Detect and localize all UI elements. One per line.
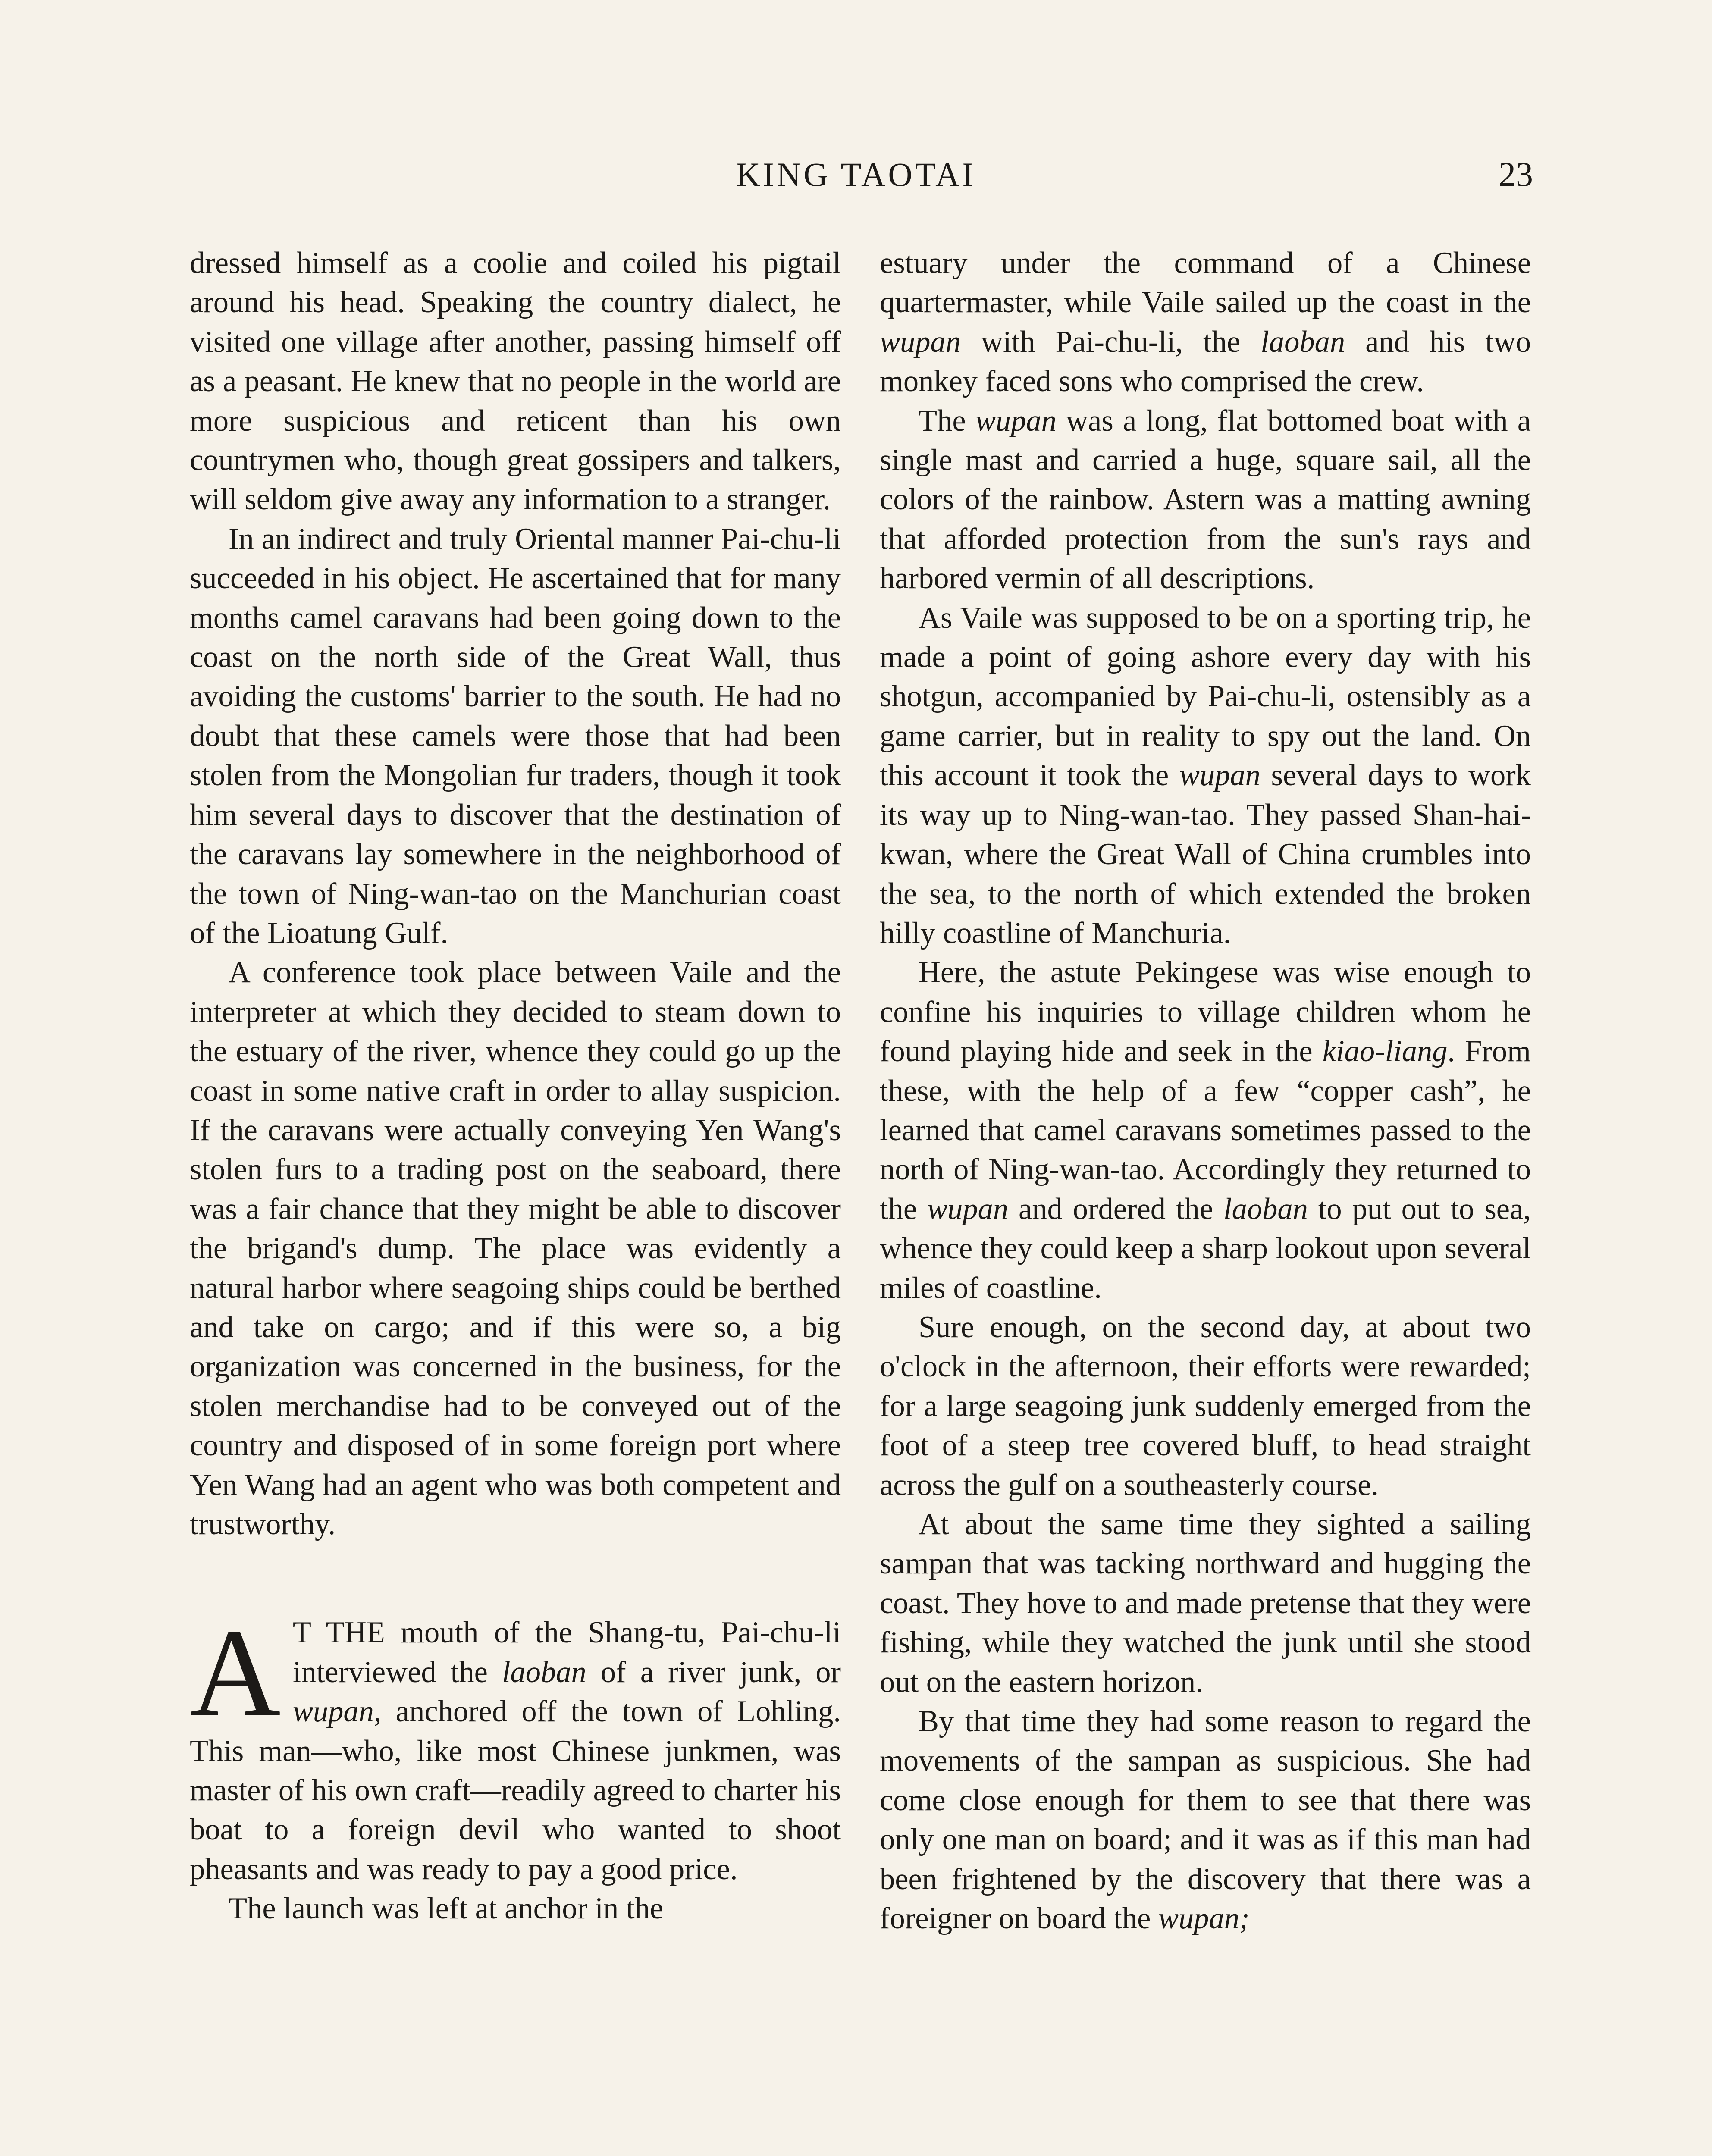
italic-term: wupan (1179, 758, 1260, 793)
paragraph: The launch was left at anchor in the (229, 1892, 664, 1926)
right-column (880, 244, 1531, 1938)
paragraph (880, 953, 1531, 1308)
italic-term: kiao-liang (1322, 1034, 1448, 1069)
paragraph: dressed himself as a coolie and coiled his pigtail around his head. Speaking the country dialect, he visited one village after another, passing himself off as a peasant. He knew that no people in the world are more suspicious and reticent than his own countrymen who, though great gossipers and talkers, will seldom give away any information to a stranger. (190, 246, 841, 517)
italic-term: laoban (1260, 325, 1345, 359)
text-run: As Vaile was supposed to be on a sporting trip, he made a point of going ashore every day with his shotgun, accompanied by Pai-chu-li, ostensibly as a game carrier, but in reality to spy out the land. On this account it took the (880, 601, 1531, 793)
text-run: . From these, with the help of a few “copper cash”, he learned that camel caravans sometimes passed to the north of Ning-wan-tao. Accordingly they returned to the (880, 1034, 1531, 1226)
paragraph: In an indirect and truly Oriental manner Pai-chu-li succeeded in his object. He ascertained that for many months camel caravans had been going down to the coast on the north side of the Great Wall, thus avoiding the customs' barrier to the south. He had no doubt that these camels were those that had been stolen from the Mongolian fur traders, though it took him several days to discover that the destination of the caravans lay somewhere in the neighborhood of the town of Ning-wan-tao on the Manchurian coast of the Lioatung Gulf. (190, 522, 841, 950)
paragraph (880, 599, 1531, 953)
text-run: , anchored off the town of Lohling. This man—who, like most Chinese junkmen, was master of his own craft—readily agreed to charter his boat to a foreign devil who wanted to shoot pheasants and was ready to pay a good price. (190, 1695, 841, 1886)
paragraph (880, 401, 1531, 599)
italic-term: wupan (880, 325, 961, 359)
text-run: of a river junk, or (586, 1655, 841, 1689)
drop-cap: A (190, 1603, 281, 1743)
paragraph: A conference took place between Vaile and the interpreter at which they decided to steam down to the estuary of the river, whence they could go up the coast in some native craft in order to allay suspicion. If the caravans were actually conveying Yen Wang's stolen furs to a trading post on the seaboard, there was a fair chance that they might be able to discover the brigand's dump. The place was evidently a natural harbor where seagoing ships could be berthed and take on cargo; and if this were so, a big organization was concerned in the business, for the stolen merchandise had to be conveyed out of the country and disposed of in some foreign port where Yen Wang had an agent who was both competent and trustworthy. (190, 956, 841, 1541)
page-number: 23 (1499, 156, 1533, 194)
paragraph: Sure enough, on the second day, at about two o'clock in the afternoon, their efforts were rewarded; for a large seagoing junk suddenly emerged from the foot of a steep tree covered bluff, to head straight across the gulf on a southeasterly course. (880, 1310, 1531, 1502)
italic-term: wupan; (1158, 1902, 1250, 1936)
page-header (0, 155, 1712, 207)
text-run: and his two monkey faced sons who comprised the crew. (880, 325, 1531, 398)
italic-term: wupan (975, 404, 1057, 438)
paragraph (880, 1702, 1531, 1938)
text-run: several days to work its way up to Ning-wan-tao. They passed Shan-hai-kwan, where the Great Wall of China crumbles into the sea, to the north of which extended the broken hilly coastline of Manchuria. (880, 758, 1531, 950)
text-run: to put out to sea, whence they could keep a sharp lookout upon several miles of coastline. (880, 1192, 1531, 1305)
text-run: By that time they had some reason to regard the movements of the sampan as suspicious. She had come close enough for them to see that there was only one man on board; and it was as if this man had been frightened by the discovery that there was a foreigner on board the (880, 1705, 1531, 1936)
section-opening-paragraph (190, 1603, 841, 1889)
italic-term: wupan (292, 1695, 374, 1729)
running-title: KING TAOTAI (736, 156, 976, 193)
text-run: with Pai-chu-li, the (961, 325, 1261, 359)
text-run: The (919, 404, 975, 438)
left-column (190, 244, 841, 1929)
text-run: was a long, flat bottomed boat with a single mast and carried a huge, square sail, all the colors of the rainbow. Astern was a matting awning that afforded protection from the sun's rays and harbored vermin of all descriptions. (880, 404, 1531, 595)
italic-term: laoban (502, 1655, 586, 1689)
italic-term: laoban (1223, 1192, 1308, 1226)
text-run: estuary under the command of a Chinese quartermaster, while Vaile sailed up the coast in the (880, 246, 1531, 320)
paragraph (880, 244, 1531, 401)
paragraph: At about the same time they sighted a sailing sampan that was tacking northward and hugging the coast. They hove to and made pretense that they were fishing, while they watched the junk until she stood out on the eastern horizon. (880, 1507, 1531, 1699)
text-run: Here, the astute Pekingese was wise enough to confine his inquiries to village children whom he found playing hide and seek in the (880, 956, 1531, 1069)
text-run: and ordered the (1008, 1192, 1224, 1226)
text-run: T THE mouth of the Shang-tu, Pai-chu-li interviewed the (292, 1616, 841, 1689)
italic-term: wupan (927, 1192, 1009, 1226)
